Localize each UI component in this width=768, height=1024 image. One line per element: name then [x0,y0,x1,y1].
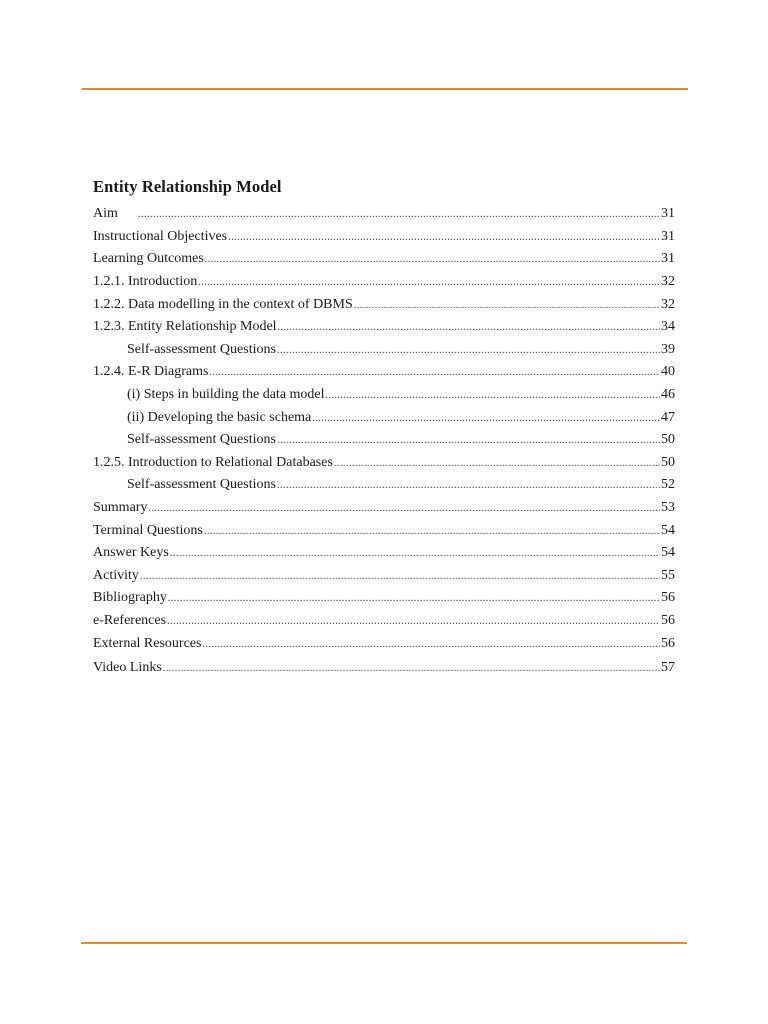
toc-leader-dots [277,431,660,451]
toc-entry-page-number: 31 [661,251,675,266]
toc-entry[interactable] [93,295,675,315]
header-rule [82,88,688,90]
toc-leader-dots [209,363,660,383]
toc-leader-dots [228,228,660,248]
toc-entry-page-number: 57 [661,660,675,675]
toc-entry-page-number: 56 [661,590,675,605]
toc-entry-page-number: 55 [661,568,675,583]
toc-entry[interactable] [93,588,675,608]
toc-leader-dots [204,522,660,542]
toc-entry[interactable] [93,362,675,382]
toc-entry[interactable] [127,385,675,405]
toc-entry-page-number: 31 [661,206,675,221]
toc-entry-label: Instructional Objectives [93,229,228,244]
toc-entry-label: Learning Outcomes [93,251,204,266]
toc-entry-page-number: 56 [661,636,675,651]
toc-entry[interactable] [127,408,675,428]
toc-entry[interactable] [93,498,675,518]
toc-leader-dots [334,454,660,474]
toc-entry-page-number: 40 [661,364,675,379]
toc-entry[interactable] [127,340,675,360]
toc-entry-label: Answer Keys [93,545,169,560]
toc-entry-page-number: 53 [661,500,675,515]
toc-leader-dots [138,205,660,225]
toc-entry[interactable] [93,272,675,292]
toc-entry-page-number: 54 [661,545,675,560]
toc-entry[interactable] [93,317,675,337]
toc-entry-page-number: 47 [661,410,675,425]
section-heading: Entity Relationship Model [93,177,282,196]
toc-leader-dots [277,476,660,496]
toc-leader-dots [202,635,660,655]
toc-entry-label: Summary [93,500,148,515]
toc-entry-page-number: 50 [661,455,675,470]
toc-entry-label: Video Links [93,660,162,675]
toc-entry[interactable] [93,227,675,247]
toc-leader-dots [312,409,660,429]
toc-leader-dots [198,273,660,293]
toc-entry-label: Bibliography [93,590,167,605]
toc-entry-label: 1.2.2. Data modelling in the context of DBMS [93,297,353,312]
toc-entry-label: Aim [93,206,118,221]
toc-entry-page-number: 56 [661,613,675,628]
toc-entry-label: 1.2.4. E-R Diagrams [93,364,209,379]
toc-entry[interactable] [93,658,675,678]
footer-rule [81,942,687,944]
toc-entry-page-number: 34 [661,319,675,334]
toc-entry-label: 1.2.3. Entity Relationship Model [93,319,277,334]
toc-leader-dots [168,589,660,609]
toc-entry[interactable] [93,634,675,654]
toc-entry[interactable] [93,453,675,473]
toc-entry-label: Self-assessment Questions [127,432,276,447]
toc-entry[interactable] [93,611,675,631]
toc-entry-page-number: 50 [661,432,675,447]
toc-entry-label: Self-assessment Questions [127,477,276,492]
toc-entry-label: 1.2.5. Introduction to Relational Databases [93,455,333,470]
toc-leader-dots [170,544,660,564]
toc-entry[interactable] [93,543,675,563]
toc-entry[interactable] [93,249,675,269]
toc-leader-dots [148,499,660,519]
toc-entry-page-number: 31 [661,229,675,244]
toc-entry[interactable] [93,521,675,541]
toc-leader-dots [205,250,660,270]
toc-entry-label: (i) Steps in building the data model [127,387,325,402]
toc-leader-dots [277,341,660,361]
toc-entry-label: Self-assessment Questions [127,342,276,357]
toc-entry-label: (ii) Developing the basic schema [127,410,312,425]
toc-entry-label: Terminal Questions [93,523,203,538]
toc-entry-label: Activity [93,568,139,583]
toc-entry-label: 1.2.1. Introduction [93,274,198,289]
toc-entry-page-number: 32 [661,297,675,312]
toc-entry-label: External Resources [93,636,202,651]
toc-leader-dots [167,612,660,632]
toc-entry[interactable] [93,566,675,586]
toc-leader-dots [140,567,660,587]
toc-leader-dots [163,659,660,679]
toc-leader-dots [326,386,660,406]
toc-entry-page-number: 46 [661,387,675,402]
toc-leader-dots [278,318,660,338]
toc-leader-dots [354,296,660,316]
toc-entry[interactable] [127,430,675,450]
toc-entry-label: e-References [93,613,167,628]
toc-entry-page-number: 32 [661,274,675,289]
toc-entry-page-number: 52 [661,477,675,492]
toc-entry[interactable] [127,475,675,495]
toc-entry-page-number: 54 [661,523,675,538]
toc-entry-page-number: 39 [661,342,675,357]
toc-entry[interactable] [93,204,675,224]
